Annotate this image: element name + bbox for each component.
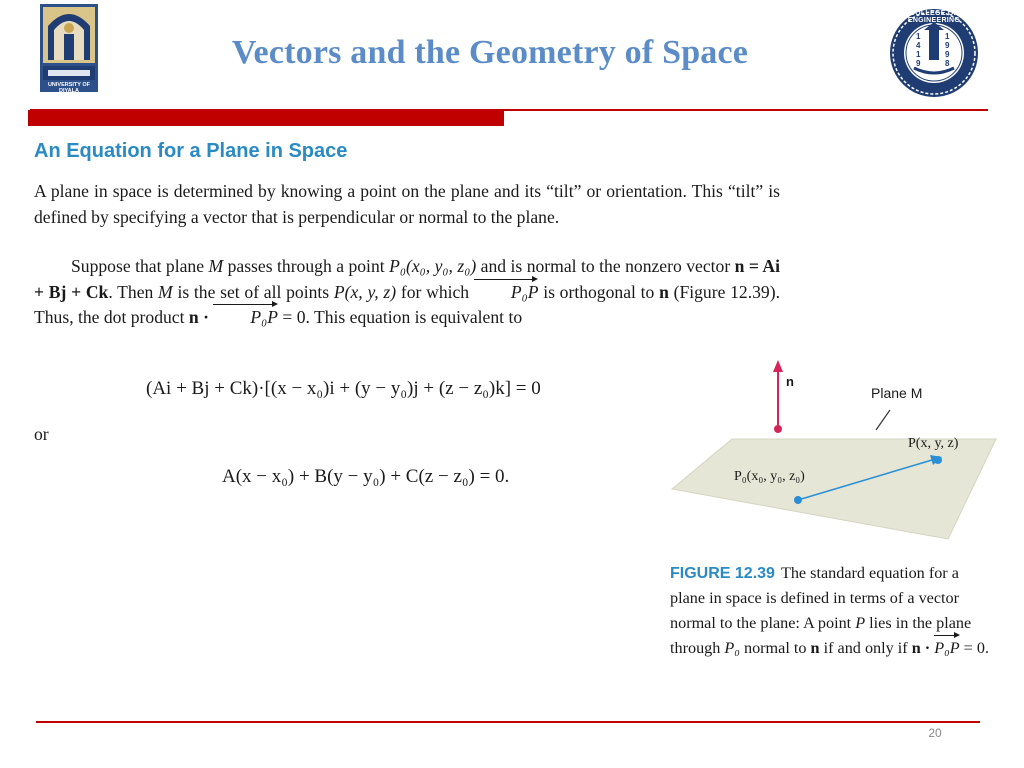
- p2-plane-m-2: M: [158, 281, 173, 302]
- or-text: or: [34, 424, 49, 444]
- caption-point-p0: P₀: [724, 639, 740, 657]
- label-n: n: [786, 374, 794, 389]
- caption-text-b: lies in the plane through: [670, 614, 972, 657]
- figure-caption: [670, 561, 994, 661]
- caption-vector-n: n: [810, 639, 820, 657]
- caption-point-p: P: [855, 614, 866, 632]
- label-point-p: P(x, y, z): [908, 436, 959, 451]
- slide-title: Vectors and the Geometry of Space: [231, 34, 749, 71]
- footer-divider-line: [36, 721, 980, 723]
- header-accent-bar: [28, 110, 504, 126]
- paragraph-definition: [34, 254, 780, 331]
- university-logo-text: UNIVERSITY OF DIYALA: [47, 82, 91, 94]
- caption-text-c: normal to: [739, 639, 811, 657]
- page-number: 20: [928, 726, 942, 740]
- p2-vector-n: n: [659, 281, 669, 302]
- point-p0: [794, 496, 802, 504]
- label-point-p0: P₀(x₀, y₀, z₀): [734, 469, 805, 484]
- caption-text-d: if and only if: [819, 639, 912, 657]
- label-plane-m: Plane M: [871, 385, 923, 401]
- p2-normal-vector: n = Ai + Bj + Ck: [34, 256, 780, 302]
- caption-text-a: The standard equation for a plane in space is defined in terms of a vector normal to the plane: A point: [670, 564, 960, 632]
- section-heading: An Equation for a Plane in Space: [34, 140, 348, 162]
- p2-text-d: . Then: [108, 281, 159, 302]
- p2-text-f: for which: [396, 281, 474, 302]
- normal-vector-base-point: [774, 425, 782, 433]
- college-logo-year-left: 1 4 1 9: [916, 32, 921, 68]
- p2-point-p0: P₀(x₀, y₀, z₀): [389, 256, 477, 276]
- caption-vector-p0p: P₀P: [934, 636, 959, 661]
- plane-label-leader: [876, 410, 890, 430]
- p2-text-g: is orthogonal to: [538, 281, 660, 302]
- p2-vector-p0p-2: P₀P: [213, 305, 278, 331]
- p2-dot-n: n ·: [188, 307, 214, 327]
- p2-text-h: (Figure 12.39). Thus, the dot product: [34, 281, 780, 327]
- p2-point-p: P(x, y, z): [333, 281, 397, 302]
- caption-dot-n: n ·: [911, 639, 935, 657]
- p2-text-i: = 0. This equation is equivalent to: [277, 307, 523, 327]
- equation-component-form: A(x − x₀) + B(y − y₀) + C(z − z₀) = 0.: [222, 466, 510, 487]
- point-p: [934, 456, 942, 464]
- paragraph-intro: A plane in space is determined by knowing a point on the plane and its “tilt” or orientation. This “tilt” is defined by specifying a vector that is perpendicular or normal to the plane.: [34, 181, 780, 227]
- caption-text-e: = 0.: [959, 639, 989, 657]
- figure-plane-diagram: [666, 356, 1006, 551]
- p2-text-c: and is normal to the nonzero vector: [476, 256, 735, 276]
- college-logo-year-right: 1 9 9 8: [945, 32, 950, 68]
- caption-figure-label: FIGURE 12.39: [670, 565, 775, 582]
- p2-text-b: passes through a point: [223, 256, 390, 276]
- equation-vector-form: (Ai + Bj + Ck)·[(x − x₀)i + (y − y₀)j + (z − z₀)k] = 0: [146, 378, 541, 399]
- normal-vector-arrowhead: [773, 360, 783, 372]
- p2-text-a: Suppose that plane: [71, 256, 209, 276]
- college-logo-text: COLLEGE OF ENGINEERING: [907, 10, 961, 24]
- p2-text-e: is the set of all points: [172, 281, 334, 302]
- p2-plane-m: M: [208, 256, 224, 276]
- p2-vector-p0p: P₀P: [474, 280, 539, 306]
